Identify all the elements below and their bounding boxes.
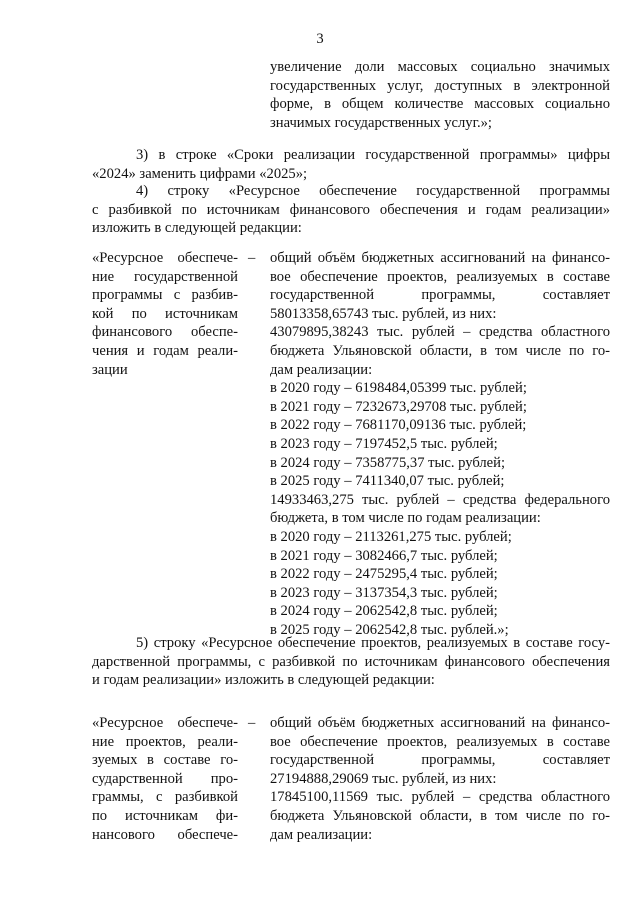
dash-separator: –	[248, 715, 256, 731]
content-line: дам реализации:	[270, 361, 373, 378]
content-line: в 2020 году – 2113261,275 тыс. рублей;	[270, 528, 512, 545]
content-line: общий объём бюджетных ассигнований на финансо-	[270, 250, 610, 266]
label-line: чения и годам реали-	[92, 342, 238, 359]
label-line: финансового обеспе-	[92, 324, 238, 341]
content-line: государственной программы, составляет	[270, 752, 610, 769]
text-line: 3) в строке «Сроки реализации государственной программы» цифры	[136, 147, 610, 163]
top-table-cell	[270, 58, 610, 132]
content-line: в 2022 году – 2475295,4 тыс. рублей;	[270, 566, 498, 583]
text-line: изложить в следующей редакции:	[92, 220, 302, 237]
content-line: в 2022 году – 7681170,09136 тыс. рублей;	[270, 417, 527, 434]
label-line: «Ресурсное обеспече-	[92, 250, 238, 266]
label-line: по источникам фи-	[92, 807, 238, 824]
content-line: в 2024 году – 7358775,37 тыс. рублей;	[270, 454, 506, 471]
content-line: 17845100,11569 тыс. рублей – средства областного	[270, 789, 610, 806]
label-line: «Ресурсное обеспече-	[92, 715, 238, 731]
content-line: бюджета Ульяновской области, в том числе по го-	[270, 342, 610, 359]
content-line: 14933463,275 тыс. рублей – средства федерального	[270, 491, 610, 508]
text-line: значимых государственных услуг.»;	[270, 114, 492, 131]
content-line: вое обеспечение проектов, реализуемых в составе	[270, 733, 610, 750]
content-line: вое обеспечение проектов, реализуемых в составе	[270, 268, 610, 285]
content-line: в 2023 году – 7197452,5 тыс. рублей;	[270, 435, 498, 452]
content-line: в 2025 году – 2062542,8 тыс. рублей.»;	[270, 621, 509, 638]
paragraph-5	[92, 634, 610, 690]
content-line: в 2024 году – 2062542,8 тыс. рублей;	[270, 603, 498, 620]
content-line: дам реализации:	[270, 826, 373, 843]
table-content-cell	[270, 249, 610, 639]
table-label-cell	[92, 249, 238, 379]
text-line: «2024» заменить цифрами «2025»;	[92, 165, 308, 182]
content-line: в 2021 году – 3082466,7 тыс. рублей;	[270, 547, 498, 564]
content-line: 43079895,38243 тыс. рублей – средства областного	[270, 324, 610, 341]
label-line: граммы, с разбивкой	[92, 789, 238, 806]
text-line: дарственной программы, с разбивкой по источникам финансового обеспечения	[92, 653, 610, 670]
label-line: программы с разбив-	[92, 287, 238, 304]
text-line: государственных услуг, доступных в электронной	[270, 77, 610, 94]
content-line: бюджета, в том числе по годам реализации:	[270, 510, 541, 527]
table-label-cell	[92, 714, 238, 844]
text-line: и годам реализации» изложить в следующей редакции:	[92, 672, 435, 689]
content-line: 27194888,29069 тыс. рублей, из них:	[270, 770, 497, 787]
table-content-cell	[270, 714, 610, 844]
content-line: общий объём бюджетных ассигнований на финансо-	[270, 715, 610, 731]
text-line: с разбивкой по источникам финансового обеспечения и годам реализации»	[92, 201, 610, 218]
paragraph-4	[92, 182, 610, 238]
content-line: бюджета Ульяновской области, в том числе по го-	[270, 807, 610, 824]
text-line: 4) строку «Ресурсное обеспечение государственной программы	[136, 183, 610, 199]
content-line: в 2025 году – 7411340,07 тыс. рублей;	[270, 473, 505, 490]
label-line: зуемых в составе го-	[92, 752, 238, 769]
label-line: зации	[92, 361, 128, 378]
paragraph-3	[92, 146, 610, 183]
text-line: 5) строку «Ресурсное обеспечение проектов, реализуемых в составе госу-	[136, 635, 610, 651]
label-line: ние проектов, реали-	[92, 733, 238, 750]
text-line: увеличение доли массовых социально значимых	[270, 59, 610, 75]
content-line: в 2020 году – 6198484,05399 тыс. рублей;	[270, 380, 527, 397]
content-line: в 2021 году – 7232673,29708 тыс. рублей;	[270, 398, 527, 415]
label-line: кой по источникам	[92, 305, 238, 322]
content-line: 58013358,65743 тыс. рублей, из них:	[270, 305, 497, 322]
page-number: 3	[316, 31, 324, 47]
text-line: форме, в общем количестве массовых социально	[270, 96, 610, 113]
label-line: нансового обеспече-	[92, 826, 238, 843]
content-line: в 2023 году – 3137354,3 тыс. рублей;	[270, 584, 498, 601]
dash-separator: –	[248, 250, 256, 266]
content-line: государственной программы, составляет	[270, 287, 610, 304]
label-line: сударственной про-	[92, 770, 238, 787]
label-line: ние государственной	[92, 268, 238, 285]
